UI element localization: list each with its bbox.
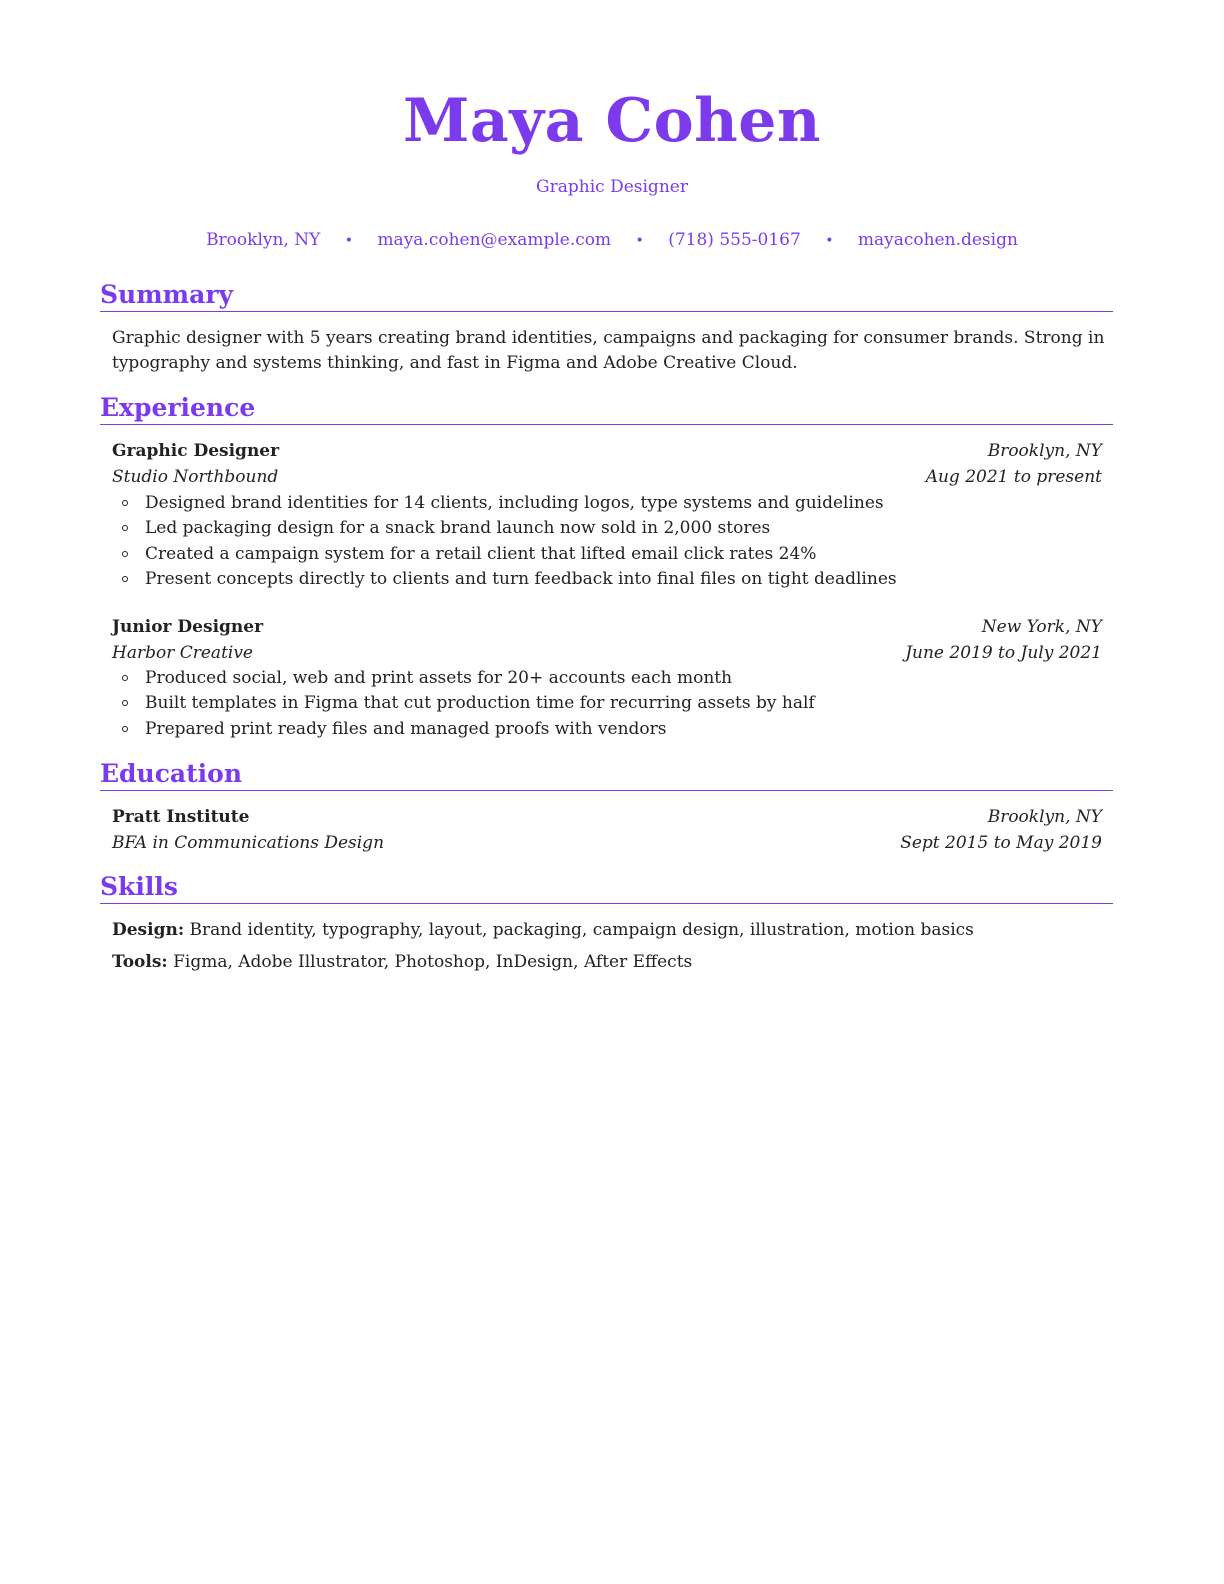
list-item — [112, 491, 1102, 516]
list-item — [112, 542, 1102, 567]
bullet-text: Led packaging design for a snack brand launch now sold in 2,000 stores — [145, 518, 771, 539]
job-subheader — [112, 641, 1102, 666]
list-item — [112, 691, 1102, 716]
bullet-circle-icon — [122, 726, 128, 732]
candidate-title: Graphic Designer — [536, 177, 688, 197]
job-role: Junior Designer — [112, 617, 264, 637]
contact-website[interactable]: mayacohen.design — [857, 230, 1018, 250]
list-item — [112, 516, 1102, 541]
contact-location: Brooklyn, NY — [206, 230, 321, 250]
bullet-circle-icon — [122, 576, 128, 582]
bullet-circle-icon — [122, 500, 128, 506]
job-dates: Aug 2021 to present — [925, 467, 1102, 487]
education-degree: BFA in Communications Design — [112, 833, 385, 853]
separator-bullet: • — [635, 233, 644, 249]
section-heading-summary: Summary — [100, 280, 1113, 312]
section-heading-experience: Experience — [100, 393, 1113, 425]
bullet-text: Designed brand identities for 14 clients, including logos, type systems and guidelines — [145, 493, 884, 513]
contact-phone[interactable]: (718) 555-0167 — [668, 230, 801, 250]
job-location: Brooklyn, NY — [987, 441, 1102, 461]
job-header — [112, 439, 1102, 464]
job-header — [112, 615, 1102, 640]
separator-bullet: • — [344, 233, 354, 249]
bullet-text: Prepared print ready files and managed proofs with vendors — [145, 718, 667, 739]
skill-value: Brand identity, typography, layout, packaging, campaign design, illustration, motion basics — [189, 920, 974, 940]
job-bullet-list — [112, 491, 1102, 592]
list-item — [112, 567, 1102, 592]
job-location: New York, NY — [981, 617, 1102, 637]
education-location: Brooklyn, NY — [987, 807, 1102, 827]
section-heading-education: Education — [100, 759, 1113, 791]
skill-label: Design: — [112, 920, 185, 940]
skills-tools-line — [112, 950, 1112, 975]
candidate-name: Maya Cohen — [402, 86, 822, 156]
job-role: Graphic Designer — [112, 441, 280, 461]
contact-email[interactable]: maya.cohen@example.com — [377, 230, 612, 250]
skills-design-line — [112, 918, 1112, 943]
job-subheader — [112, 465, 1102, 490]
bullet-circle-icon — [122, 700, 128, 706]
bullet-circle-icon — [122, 551, 128, 557]
job-company: Studio Northbound — [112, 467, 279, 487]
education-dates: Sept 2015 to May 2019 — [900, 833, 1102, 853]
education-school: Pratt Institute — [112, 807, 250, 827]
job-dates: June 2019 to July 2021 — [905, 643, 1102, 663]
list-item — [112, 666, 1102, 691]
job-company: Harbor Creative — [112, 643, 253, 663]
bullet-circle-icon — [122, 675, 128, 681]
bullet-text: Produced social, web and print assets for 20+ accounts each month — [145, 668, 733, 688]
list-item — [112, 717, 1102, 742]
bullet-text: Present concepts directly to clients and turn feedback into final files on tight deadlines — [145, 568, 897, 589]
contact-line — [0, 229, 1224, 252]
education-subheader — [112, 831, 1102, 856]
section-heading-skills: Skills — [100, 872, 1113, 904]
separator-bullet: • — [825, 233, 834, 249]
education-header — [112, 805, 1102, 830]
bullet-text: Built templates in Figma that cut production time for recurring assets by half — [145, 693, 815, 714]
bullet-text: Created a campaign system for a retail client that lifted email click rates 24% — [145, 543, 817, 564]
summary-text: Graphic designer with 5 years creating brand identities, campaigns and packaging for consumer brands. Strong in typography and systems thinking, and fast in Figma and Adobe Creative Cloud. — [112, 328, 1105, 373]
bullet-circle-icon — [122, 525, 128, 531]
skill-label: Tools: — [112, 952, 168, 972]
job-bullet-list — [112, 666, 1102, 742]
skill-value: Figma, Adobe Illustrator, Photoshop, InDesign, After Effects — [173, 952, 693, 972]
